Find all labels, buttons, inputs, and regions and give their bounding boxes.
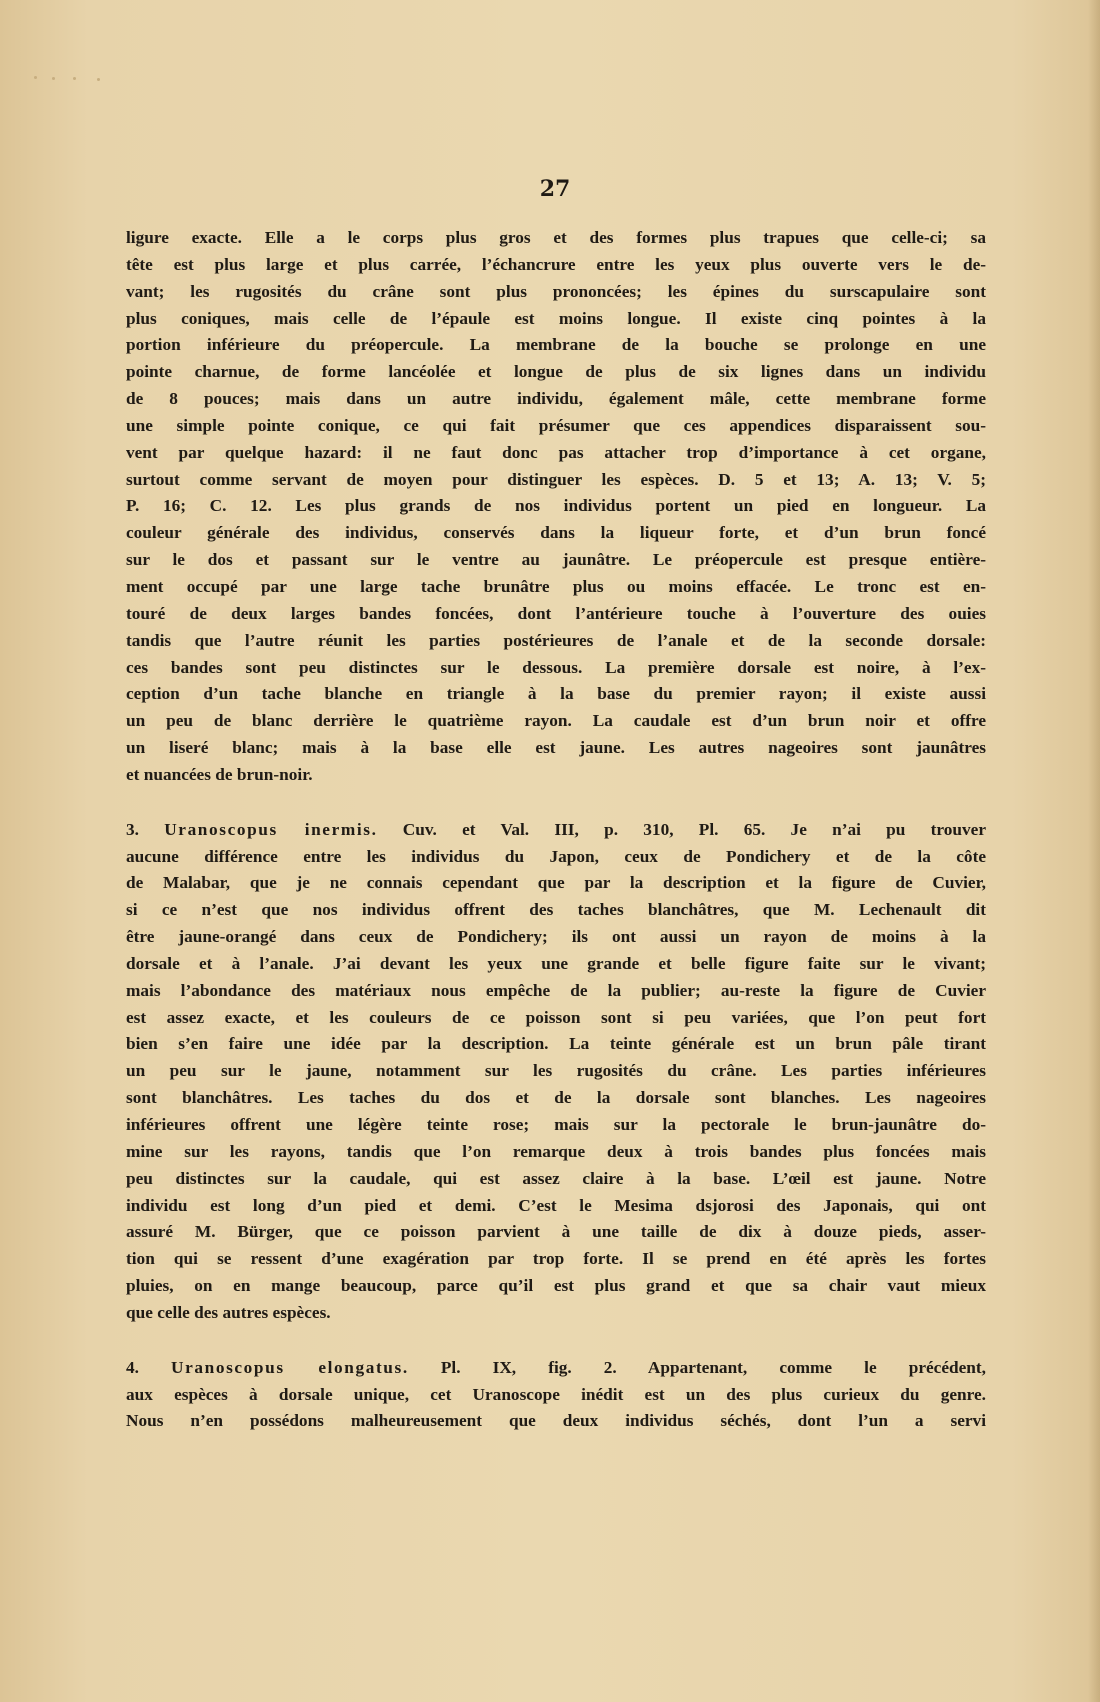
- section-first-line: [126, 817, 986, 844]
- section-first-line-text: Pl. IX, fig. 2. Appartenant, comme le précédent,: [408, 1357, 986, 1377]
- text-line: sont blanchâtres. Les taches du dos et de la dorsale sont blanches. Les nageoires: [126, 1088, 986, 1108]
- text-line: touré de deux larges bandes foncées, dont l’antérieure touche à l’ouverture des ouies: [126, 603, 986, 623]
- text-line: portion inférieure du préopercule. La membrane de la bouche se prolonge en une: [126, 335, 986, 355]
- text-line: que celle des autres espèces.: [126, 1302, 331, 1322]
- text-line: pluies, on en mange beaucoup, parce qu’il est plus grand et que sa chair vaut mieux: [126, 1276, 986, 1296]
- text-line: Nous n’en possédons malheureusement que deux individus séchés, dont l’un a servi: [126, 1411, 986, 1431]
- page-edge-shadow: [1088, 0, 1100, 1702]
- text-line: être jaune-orangé dans ceux de Pondichery; ils ont aussi un rayon de moins à la: [126, 927, 986, 947]
- section-number: 4.: [126, 1357, 139, 1377]
- paragraph-uranoscopus-elongatus: [126, 1355, 986, 1436]
- text-line: vent par quelque hazard: il ne faut donc pas attacher trop d’importance à cet organe,: [126, 442, 986, 462]
- text-line: tion qui se ressent d’une exagération par trop forte. Il se prend en été après les fortes: [126, 1249, 986, 1269]
- paragraph-gap: [126, 789, 986, 817]
- text-line: ception d’un tache blanche en triangle à la base du premier rayon; il existe aussi: [126, 684, 986, 704]
- text-line: ces bandes sont peu distinctes sur le dessous. La première dorsale est noire, à l’ex-: [126, 657, 986, 677]
- speck: [97, 78, 100, 81]
- text-line: ligure exacte. Elle a le corps plus gros et des formes plus trapues que celle-ci; sa: [126, 228, 986, 247]
- body-text: [126, 225, 986, 1435]
- text-line: ment occupé par une large tache brunâtre plus ou moins effacée. Le tronc est en-: [126, 576, 986, 596]
- text-line: une simple pointe conique, ce qui fait présumer que ces appendices disparaissent sou-: [126, 415, 986, 435]
- section-first-line-text: Cuv. et Val. III, p. 310, Pl. 65. Je n’ai pu trouver: [377, 819, 986, 839]
- text-line: aux espèces à dorsale unique, cet Uranoscope inédit est un des plus curieux du genre.: [126, 1384, 986, 1404]
- speck: [73, 77, 76, 80]
- text-line: sur le dos et passant sur le ventre au jaunâtre. Le préopercule est presque entière-: [126, 550, 986, 570]
- text-line: pointe charnue, de forme lancéolée et longue de plus de six lignes dans un individu: [126, 362, 986, 382]
- text-line: plus coniques, mais celle de l’épaule est moins longue. Il existe cinq pointes à la: [126, 308, 986, 328]
- species-name: Uranoscopus elongatus.: [171, 1357, 409, 1377]
- text-line: est assez exacte, et les couleurs de ce poisson sont si peu variées, que l’on peut fort: [126, 1007, 986, 1027]
- text-line: tête est plus large et plus carrée, l’échancrure entre les yeux plus ouverte vers le de-: [126, 254, 986, 274]
- text-line: inférieures offrent une légère teinte rose; mais sur la pectorale le brun-jaunâtre do-: [126, 1115, 986, 1134]
- text-line: peu distinctes sur la caudale, qui est assez claire à la base. L’œil est jaune. Notre: [126, 1168, 986, 1188]
- text-line: un peu de blanc derrière le quatrième rayon. La caudale est d’un brun noir et offre: [126, 711, 986, 731]
- text-line: individu est long d’un pied et demi. C’est le Mesima dsjorosi des Japonais, qui ont: [126, 1195, 986, 1215]
- species-name: Uranoscopus inermis.: [164, 819, 378, 839]
- speck: [52, 77, 55, 80]
- text-line: tandis que l’autre réunit les parties postérieures de l’anale et de la seconde dorsale:: [126, 630, 986, 650]
- text-line: surtout comme servant de moyen pour distinguer les espèces. D. 5 et 13; A. 13; V. 5;: [126, 469, 986, 489]
- text-line: dorsale et à l’anale. J’ai devant les yeux une grande et belle figure faite sur le vivant;: [126, 953, 986, 973]
- text-line: et nuancées de brun-noir.: [126, 764, 313, 784]
- text-line: un liseré blanc; mais à la base elle est jaune. Les autres nageoires sont jaunâtres: [126, 738, 986, 758]
- page-number: 27: [539, 176, 571, 202]
- text-line: assuré M. Bürger, que ce poisson parvient à une taille de dix à douze pieds, asser-: [126, 1222, 986, 1242]
- text-line: bien s’en faire une idée par la description. La teinte générale est un brun pâle tirant: [126, 1034, 986, 1054]
- section-first-line: [126, 1355, 986, 1382]
- text-line: P. 16; C. 12. Les plus grands de nos individus portent un pied en longueur. La: [126, 496, 986, 516]
- text-line: mais l’abondance des matériaux nous empêche de la publier; au-reste la figure de Cuvier: [126, 980, 986, 1000]
- section-number: 3.: [126, 819, 139, 839]
- text-line: de Malabar, que je ne connais cependant que par la description et la figure de Cuvier,: [126, 873, 986, 893]
- paragraph-gap: [126, 1327, 986, 1355]
- speck: [34, 76, 37, 79]
- text-line: si ce n’est que nos individus offrent des taches blanchâtres, que M. Lechenault dit: [126, 900, 986, 920]
- text-line: aucune différence entre les individus du Japon, ceux de Pondichery et de la côte: [126, 846, 986, 866]
- text-line: de 8 pouces; mais dans un autre individu, également mâle, cette membrane forme: [126, 389, 986, 409]
- paragraph-continued: [126, 225, 986, 789]
- text-line: un peu sur le jaune, notamment sur les rugosités du crâne. Les parties inférieures: [126, 1061, 986, 1081]
- text-line: couleur générale des individus, conservés dans la liqueur forte, et d’un brun foncé: [126, 523, 986, 543]
- text-line: vant; les rugosités du crâne sont plus prononcées; les épines du surscapulaire sont: [126, 281, 986, 301]
- paragraph-uranoscopus-inermis: [126, 817, 986, 1327]
- text-line: mine sur les rayons, tandis que l’on remarque deux à trois bandes plus foncées mais: [126, 1141, 986, 1161]
